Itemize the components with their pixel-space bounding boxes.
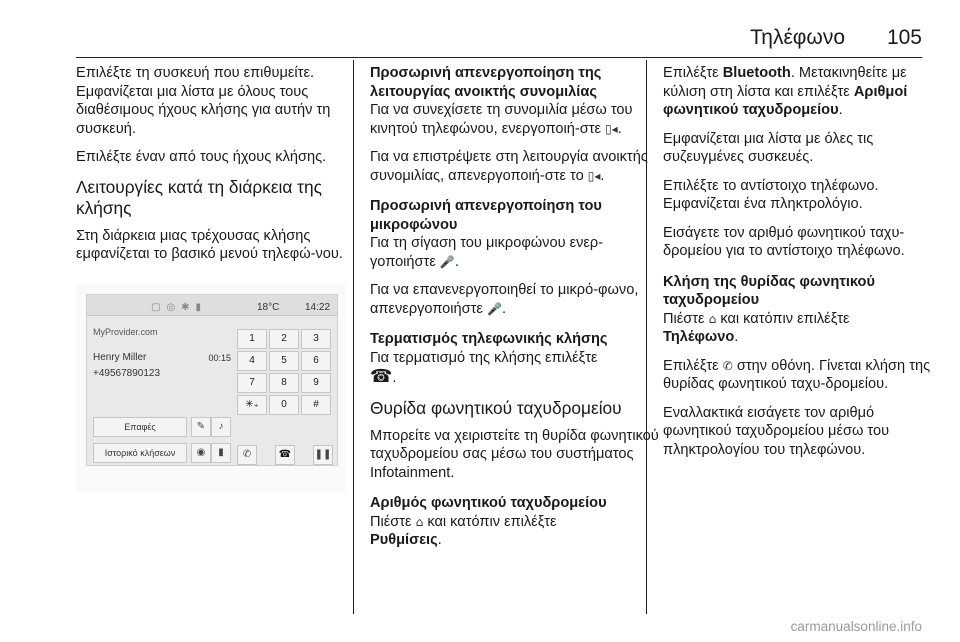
- provider-name: MyProvider.com: [93, 326, 158, 337]
- handsfree-icon: ▯◂: [605, 121, 618, 136]
- clock: 14:22: [305, 301, 331, 313]
- header-rule: [76, 57, 922, 58]
- pause-icon[interactable]: ❚❚: [313, 445, 333, 465]
- paragraph-text: Πιέστε: [370, 513, 412, 530]
- microphone-icon[interactable]: ♪: [211, 417, 231, 437]
- key-4[interactable]: 4: [237, 351, 267, 371]
- key-6[interactable]: 6: [301, 351, 331, 371]
- column-2: Προσωρινή απενεργοποίηση της λειτουργίας ανοικτής συνομιλίας Για να συνεχίσετε τη συνομιλία μέσω του κινητού τηλεφώνου, ενεργοποιή-στε ▯◂. Για να επιστρέψετε στη λειτουργία ανοικτής συνομιλίας, απενεργοποιή-στε το ▯◂. Προσωρινή απενεργοποίηση του μικροφώνου Για τη σίγαση του μικροφώνου ενερ-γοποιήστε 🎤. Για να επανενεργοποιηθεί το μικρό-φωνο, απενεργοποιήστε 🎤. Τερματισμός τηλεφωνικής κλήσης Για τερματισμό της κλήσης επιλέξτε ☎. Θυρίδα φωνητικού ταχυδρομείου Μπορείτε να χειριστείτε τη θυρίδα φωνητικού ταχυδρομείου σας μέσω του συστήματος Infotainment. Αριθμός φωνητικού ταχυδρομείου Πιέστε ⌂ και κατόπιν επιλέξτε Ρυθμίσεις.: [370, 65, 659, 548]
- paragraph: Για τη σίγαση του μικροφώνου ενερ-γοποιήστε: [370, 235, 604, 270]
- infotainment-screenshot: [76, 284, 346, 492]
- paragraph: Επιλέξτε τη συσκευή που επιθυμείτε. Εμφανίζεται μια λίστα με όλους τους διαθέσιμους ήχους κλήσης για αυτήν τη συσκευή.: [76, 65, 331, 137]
- menu-label-bluetooth: Bluetooth: [722, 65, 791, 81]
- status-icons: ▢◎✱▮: [151, 301, 208, 313]
- voicemail-icon: ✆: [722, 358, 733, 373]
- subheading: Προσωρινή απενεργοποίηση του μικροφώνου: [370, 198, 602, 233]
- paragraph: Επιλέξτε το αντίστοιχο τηλέφωνο. Εμφανίζεται ένα πληκτρολόγιο.: [663, 177, 879, 212]
- column-divider: [353, 60, 354, 614]
- paragraph-text: Πιέστε: [663, 310, 705, 327]
- phone-screen: [86, 294, 338, 466]
- paragraph: Εισάγετε τον αριθμό φωνητικού ταχυ-δρομείου για το αντίστοιχο τηλέφωνο.: [663, 224, 905, 259]
- phone-icon[interactable]: ✆: [237, 445, 257, 465]
- column-3: Επιλέξτε Bluetooth. Μετακινηθείτε με κύλιση στη λίστα και επιλέξτε Αριθμοί φωνητικού ταχυδρομείου. Εμφανίζεται μια λίστα με όλες τις συζευγμένες συσκευές. Επιλέξτε το αντίστοιχο τηλέφωνο. Εμφανίζεται ένα πληκτρολόγιο. Εισάγετε τον αριθμό φωνητικού ταχυ-δρομείου για το αντίστοιχο τηλέφωνο. Κλήση της θυρίδας φωνητικού ταχυδρομείου Πιέστε ⌂ και κατόπιν επιλέξτε Τηλέφωνο. Επιλέξτε ✆ στην οθόνη. Γίνεται κλήση της θυρίδας φωνητικού ταχυ-δρομείου. Εναλλακτικά εισάγετε τον αριθμό φωνητικού ταχυδρομείου μέσω του πληκτρολογίου του τηλεφώνου.: [663, 65, 931, 458]
- microphone-mute-icon: 🎤: [487, 301, 502, 316]
- paragraph-text: Επιλέξτε: [663, 357, 719, 374]
- home-icon: ⌂: [415, 514, 424, 529]
- end-call-icon: ☎: [370, 366, 393, 386]
- paragraph-text: και κατόπιν επιλέξτε: [427, 513, 557, 530]
- call-panel: [93, 321, 233, 421]
- temperature: 18°C: [257, 301, 280, 313]
- caller-number: +49567890123: [93, 367, 161, 379]
- watermark: carmanualsonline.info: [790, 619, 922, 634]
- paragraph: Στη διάρκεια μιας τρέχουσας κλήσης εμφανίζεται το βασικό μενού τηλεφώ-νου.: [76, 227, 343, 262]
- home-icon: ⌂: [708, 311, 717, 326]
- key-2[interactable]: 2: [269, 329, 299, 349]
- menu-label-phone: Τηλέφωνο: [663, 329, 735, 345]
- key-hash[interactable]: #: [301, 395, 331, 415]
- menu-label-settings: Ρυθμίσεις: [370, 532, 438, 548]
- handsfree-icon[interactable]: ◉: [191, 443, 211, 463]
- key-8[interactable]: 8: [269, 373, 299, 393]
- key-5[interactable]: 5: [269, 351, 299, 371]
- paragraph: Επιλέξτε έναν από τους ήχους κλήσης.: [76, 149, 327, 165]
- paragraph: Για να συνεχίσετε τη συνομιλία μέσω του κινητού τηλεφώνου, ενεργοποιή-στε: [370, 102, 633, 137]
- subheading: Κλήση της θυρίδας φωνητικού ταχυδρομείου: [663, 273, 875, 308]
- paragraph: Για να επανενεργοποιηθεί το μικρό-φωνο, απενεργοποιήστε: [370, 282, 639, 317]
- handsfree-icon: ▯◂: [587, 168, 601, 183]
- column-1: [76, 64, 348, 492]
- status-bar: [87, 295, 337, 316]
- paragraph: Εμφανίζεται μια λίστα με όλες τις συζευγμένες συσκευές.: [663, 130, 874, 165]
- call-history-button[interactable]: Ιστορικό κλήσεων: [93, 443, 187, 463]
- page-title: Τηλέφωνο: [749, 26, 845, 49]
- paragraph: Για τερματισμό της κλήσης επιλέξτε: [370, 349, 598, 366]
- key-star[interactable]: ✳₊: [237, 395, 267, 415]
- caller-name: Henry Miller: [93, 351, 147, 363]
- paragraph: Για να επιστρέψετε στη λειτουργία ανοικτής συνομιλίας, απενεργοποιή-στε το: [370, 149, 648, 184]
- end-call-icon[interactable]: ☎: [275, 445, 295, 465]
- section-heading: Λειτουργίες κατά τη διάρκεια της κλήσης: [76, 176, 322, 218]
- subheading: Αριθμός φωνητικού ταχυδρομείου: [370, 495, 607, 511]
- paragraph: Μπορείτε να χειριστείτε τη θυρίδα φωνητικού ταχυδρομείου σας μέσω του συστήματος Infotainment.: [370, 427, 659, 481]
- key-9[interactable]: 9: [301, 373, 331, 393]
- call-controls: [237, 445, 333, 463]
- contacts-button[interactable]: Επαφές: [93, 417, 187, 437]
- paragraph-text: στην οθόνη. Γίνεται κλήση της θυρίδας φωνητικού ταχυ-δρομείου.: [663, 357, 931, 392]
- menu-label-voicemail-numbers: Αριθμοί φωνητικού ταχυδρομείου: [663, 83, 908, 118]
- paragraph: Εναλλακτικά εισάγετε τον αριθμό φωνητικού ταχυδρομείου μέσω του πληκτρολογίου του τηλεφώνου.: [663, 404, 890, 458]
- key-7[interactable]: 7: [237, 373, 267, 393]
- speaker-icon[interactable]: ▮: [211, 443, 231, 463]
- paragraph-text: και κατόπιν επιλέξτε: [720, 310, 850, 327]
- section-heading: Θυρίδα φωνητικού ταχυδρομείου: [370, 397, 622, 418]
- paragraph-text: Επιλέξτε: [663, 65, 719, 81]
- subheading: Προσωρινή απενεργοποίηση της λειτουργίας ανοικτής συνομιλίας: [370, 65, 602, 100]
- call-duration: 00:15: [208, 352, 231, 363]
- key-3[interactable]: 3: [301, 329, 331, 349]
- key-1[interactable]: 1: [237, 329, 267, 349]
- microphone-mute-icon[interactable]: ✎: [191, 417, 211, 437]
- paragraph-text: . Μετακινηθείτε με κύλιση στη λίστα και επιλέξτε: [663, 65, 907, 100]
- page-header: [0, 0, 960, 58]
- microphone-mute-icon: 🎤: [439, 254, 455, 269]
- page-number: 105: [886, 26, 922, 49]
- subheading: Τερματισμός τηλεφωνικής κλήσης: [370, 331, 608, 347]
- key-0[interactable]: 0: [269, 395, 299, 415]
